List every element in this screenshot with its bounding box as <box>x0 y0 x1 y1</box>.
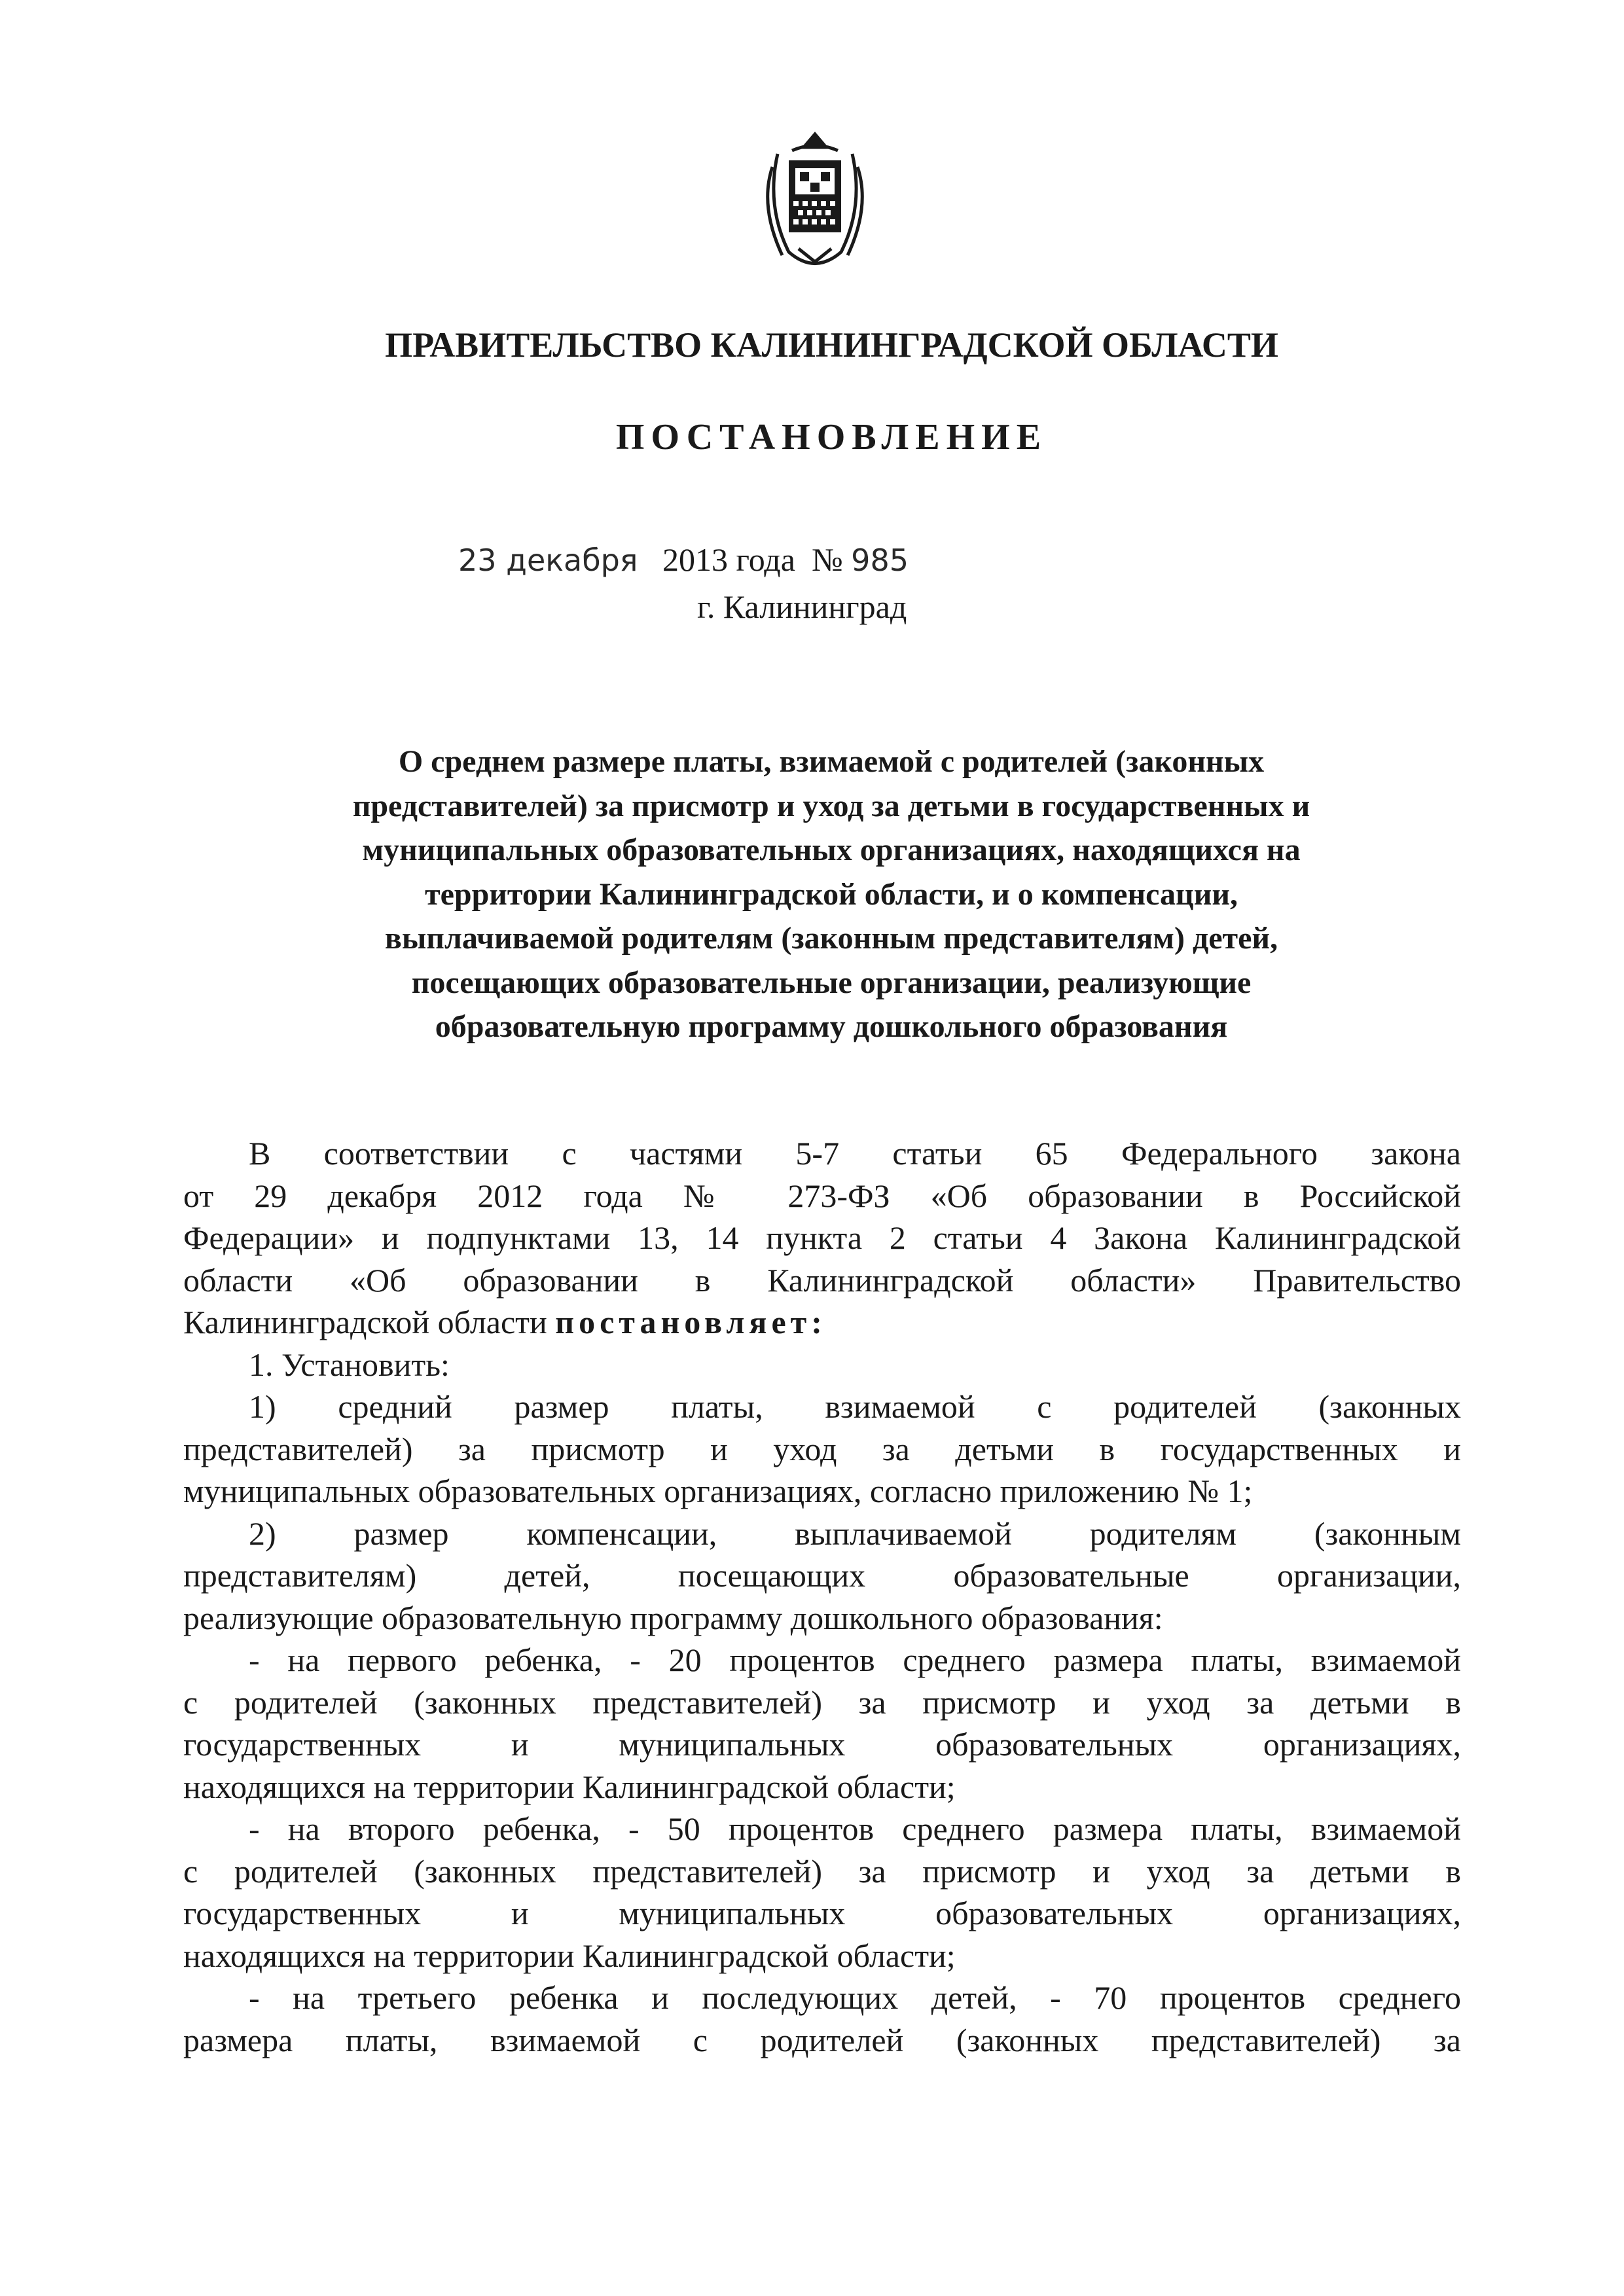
second-child-line: государственных и муниципальных образовательных организациях, <box>183 1895 1461 1931</box>
document-title <box>216 740 1447 1049</box>
title-line: представителей) за присмотр и уход за детьми в государственных и <box>352 788 1310 823</box>
title-line: О среднем размере платы, взимаемой с родителей (законных <box>398 744 1265 779</box>
document-date: 23 декабря <box>458 543 638 578</box>
preamble-tail: Калининградской области <box>183 1304 547 1340</box>
second-child-line: - на второго ребенка, - 50 процентов среднего размера платы, взимаемой <box>249 1810 1461 1847</box>
third-child-line: размера платы, взимаемой с родителей (законных представителей) за <box>183 2021 1461 2058</box>
item-1: 1. Установить: <box>249 1346 450 1383</box>
document-body <box>183 1132 1461 2061</box>
third-child-line: - на третьего ребенка и последующих детей, - 70 процентов среднего <box>249 1979 1461 2016</box>
first-child-line: государственных и муниципальных образовательных организациях, <box>183 1726 1461 1763</box>
subitem-2-line: реализующие образовательную программу дошкольного образования: <box>183 1599 1163 1636</box>
number-sign: № <box>811 541 843 578</box>
first-child-line: с родителей (законных представителей) за присмотр и уход за детьми в <box>183 1683 1461 1721</box>
preamble-last-line <box>183 1301 1461 1344</box>
subitem-1-line: 1) средний размер платы, взимаемой с родителей (законных <box>249 1388 1461 1425</box>
subitem-1-line: представителей) за присмотр и уход за детьми в государственных и <box>183 1430 1461 1467</box>
organization-name: ПРАВИТЕЛЬСТВО КАЛИНИНГРАДСКОЙ ОБЛАСТИ <box>385 325 1278 365</box>
preamble-line: Федерации» и подпунктами 13, 14 пункта 2 статьи 4 Закона Калининградской <box>183 1219 1461 1256</box>
subitem-2-line: представителям) детей, посещающих образовательные организации, <box>183 1557 1461 1594</box>
document-type: ПОСТАНОВЛЕНИЕ <box>615 417 1048 457</box>
document-dateline <box>458 541 909 579</box>
first-child-line: - на первого ребенка, - 20 процентов среднего размера платы, взимаемой <box>249 1641 1461 1678</box>
title-line: территории Калининградской области, и о компенсации, <box>425 876 1238 912</box>
decree-word: постановляет: <box>555 1304 827 1340</box>
subitem-2-line: 2) размер компенсации, выплачиваемой родителям (законным <box>249 1515 1461 1552</box>
title-line: посещающих образовательные организации, реализующие <box>411 965 1252 1000</box>
title-line: муниципальных образовательных организациях, находящихся на <box>362 833 1301 867</box>
preamble-line: В соответствии с частями 5-7 статьи 65 Федерального закона <box>249 1135 1461 1172</box>
document-year: 2013 года <box>662 541 795 578</box>
subitem-1-line: муниципальных образовательных организациях, согласно приложению № 1; <box>183 1473 1253 1509</box>
document-number: 985 <box>851 543 909 578</box>
first-child-line: находящихся на территории Калининградской области; <box>183 1768 956 1805</box>
coat-of-arms-icon <box>753 128 877 278</box>
preamble-line: области «Об образовании в Калининградской области» Правительство <box>183 1261 1461 1299</box>
second-child-line: с родителей (законных представителей) за присмотр и уход за детьми в <box>183 1852 1461 1890</box>
document-city: г. Калининград <box>697 588 907 625</box>
title-line: выплачиваемой родителям (законным представителям) детей, <box>384 921 1278 956</box>
preamble-line: от 29 декабря 2012 года № 273-ФЗ «Об образовании в Российской <box>183 1177 1461 1214</box>
title-line: образовательную программу дошкольного образования <box>435 1009 1228 1044</box>
second-child-line: находящихся на территории Калининградской области; <box>183 1937 956 1974</box>
